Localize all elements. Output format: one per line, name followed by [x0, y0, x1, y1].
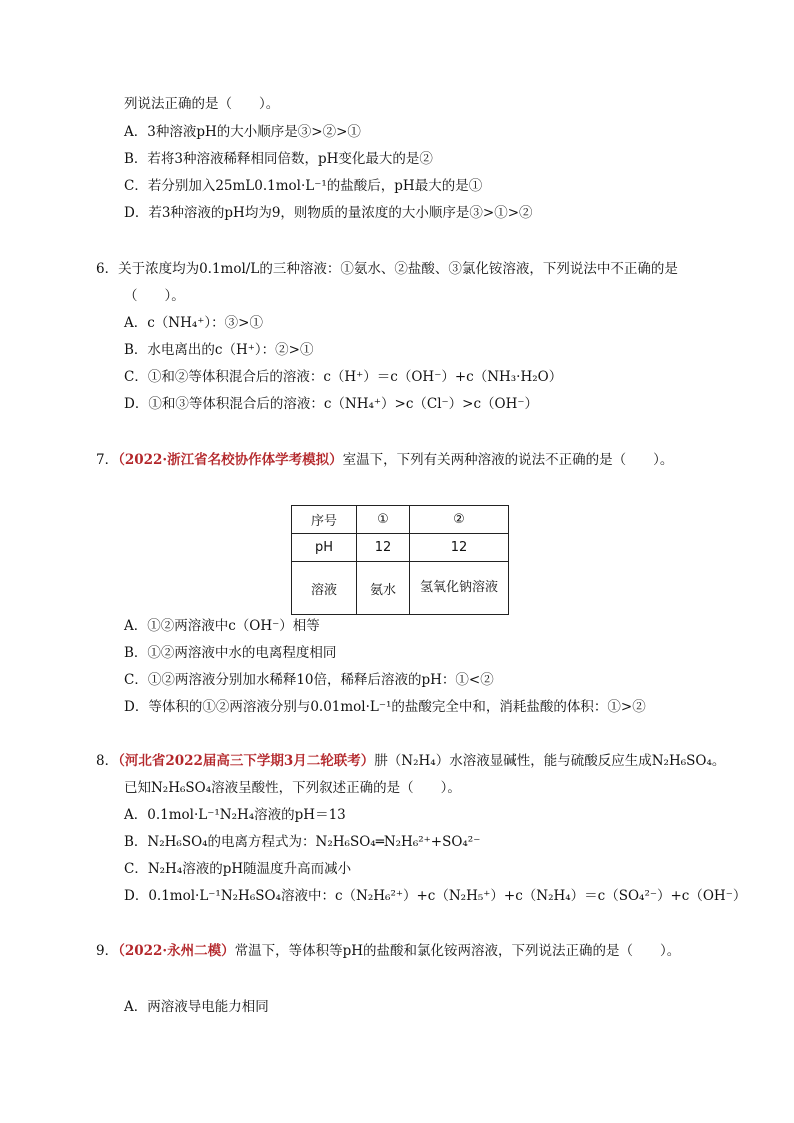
q8-text: 肼（N₂H₄）水溶液显碱性，能与硫酸反应生成N₂H₆SO₄。: [374, 753, 726, 769]
q8-option-c: C．N₂H₄溶液的pH随温度升高而减小: [124, 861, 352, 877]
q9-source: （2022·永州二模）: [118, 943, 235, 959]
q5-stem-continued: 列说法正确的是（ ）。: [124, 96, 280, 112]
q6-option-b: B．水电离出的c（H⁺）：②>①: [124, 342, 314, 358]
table-row: [292, 562, 509, 615]
table-cell: ②: [410, 506, 509, 534]
q8-option-d: D．0.1mol·L⁻¹N₂H₆SO₄溶液中：c（N₂H₆²⁺）+c（N₂H₅⁺）+c（N₂H₄）＝c（SO₄²⁻）+c（OH⁻）: [124, 888, 747, 904]
q7-table: [291, 505, 509, 615]
q7-option-d: D．等体积的①②两溶液分别与0.01mol·L⁻¹的盐酸完全中和，消耗盐酸的体积：①>②: [124, 699, 646, 715]
table-cell: 序号: [292, 506, 357, 534]
q8-option-a: A．0.1mol·L⁻¹N₂H₄溶液的pH＝13: [124, 807, 346, 823]
table-row: [292, 534, 509, 562]
q8-source: （河北省2022届高三下学期3月二轮联考）: [118, 753, 375, 769]
q9-text: 常温下，等体积等pH的盐酸和氯化铵两溶液，下列说法正确的是（ ）。: [234, 943, 681, 959]
q8-stem-continued: 已知N₂H₆SO₄溶液呈酸性，下列叙述正确的是（ ）。: [124, 780, 461, 796]
table-cell: 溶液: [292, 562, 357, 615]
q6-option-a: A．c（NH₄⁺）：③>①: [124, 315, 263, 331]
q7-source: （2022·浙江省名校协作体学考模拟）: [118, 452, 343, 468]
q8-option-b: B．N₂H₆SO₄的电离方程式为：N₂H₆SO₄═N₂H₆²⁺+SO₄²⁻: [124, 834, 481, 850]
q7-number: 7．: [96, 452, 119, 468]
q5-option-b: B．若将3种溶液稀释相同倍数，pH变化最大的是②: [124, 151, 433, 167]
q6-option-c: C．①和②等体积混合后的溶液：c（H⁺）＝c（OH⁻）+c（NH₃·H₂O）: [124, 369, 563, 385]
q5-option-a: A．3种溶液pH的大小顺序是③>②>①: [124, 124, 361, 140]
q7-text: 室温下，下列有关两种溶液的说法不正确的是（ ）。: [342, 452, 674, 468]
table-cell: 12: [357, 534, 410, 562]
table-cell: 12: [410, 534, 509, 562]
table-cell: 氢氧化钠溶液: [410, 562, 509, 615]
q9-number: 9．: [96, 943, 119, 959]
table-cell: ①: [357, 506, 410, 534]
q5-option-c: C．若分别加入25mL0.1mol·L⁻¹的盐酸后，pH最大的是①: [124, 178, 483, 194]
q7-option-a: A．①②两溶液中c（OH⁻）相等: [124, 618, 320, 634]
q6-option-d: D．①和③等体积混合后的溶液：c（NH₄⁺）>c（Cl⁻）>c（OH⁻）: [124, 396, 538, 412]
q7-stem: [96, 451, 673, 469]
q9-stem: [96, 942, 680, 960]
q6-stem: 6．关于浓度均为0.1mol/L的三种溶液：①氨水、②盐酸、③氯化铵溶液，下列说法中不正确的是: [96, 261, 678, 277]
q8-number: 8．: [96, 753, 119, 769]
q8-stem: [96, 752, 725, 770]
q7-option-b: B．①②两溶液中水的电离程度相同: [124, 645, 337, 661]
q9-option-a: A．两溶液导电能力相同: [124, 999, 269, 1015]
table-cell: 氨水: [357, 562, 410, 615]
q7-option-c: C．①②两溶液分别加水稀释10倍，稀释后溶液的pH：①<②: [124, 672, 494, 688]
table-cell: pH: [292, 534, 357, 562]
q5-option-d: D．若3种溶液的pH均为9，则物质的量浓度的大小顺序是③>①>②: [124, 205, 533, 221]
q6-stem-continued: （ ）。: [124, 288, 185, 304]
table-row: [292, 506, 509, 534]
